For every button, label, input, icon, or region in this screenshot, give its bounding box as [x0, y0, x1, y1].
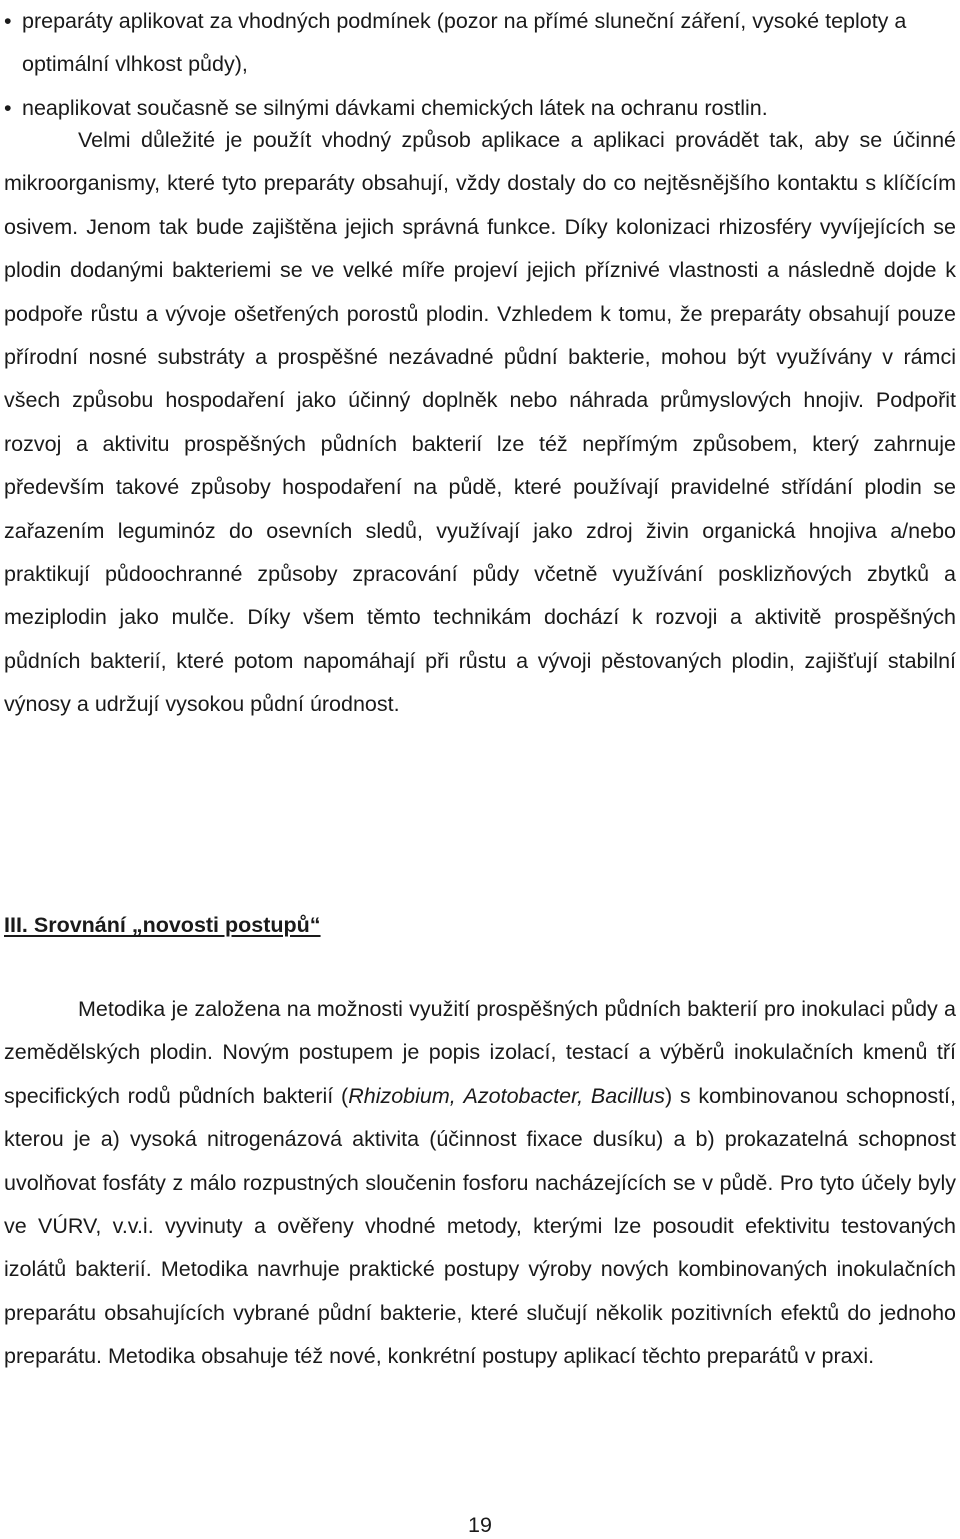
- body-paragraph: [4, 988, 956, 1379]
- genus-name: Rhizobium,: [348, 1083, 456, 1108]
- paragraph-text: Metodika je založena na možnosti využití prospěšných půdních bakterií pro inokulaci půdy a zemědělských plodin. Novým postupem je popis izolací, testací a výběrů inokulačních kmenů tří specifických rodů půdních bakterií (: [4, 997, 956, 1108]
- bullet-list: [4, 0, 956, 130]
- body-paragraph: Velmi důležité je použít vhodný způsob aplikace a aplikaci provádět tak, aby se účinné mikroorganismy, které tyto preparáty obsahují, vždy dostaly do co nejtěsnějšího kontaktu s klíčícím osivem. Jenom tak bude zajištěna jejich správná funkce. Díky kolonizaci rhizosféry vyvíjejících se plodin dodanými bakteriemi se ve velké míře projeví jejich příznivé vlastnosti a následně dojde k podpoře růstu a vývoje ošetřených porostů plodin. Vzhledem k tomu, že preparáty obsahují pouze přírodní nosné substráty a prospěšné nezávadné půdní bakterie, mohou být využívány v rámci všech způsobu hospodaření jako účinný doplněk nebo náhrada průmyslových hnojiv. Podpořit rozvoj a aktivitu prospěšných půdních bakterií lze též nepřímým způsobem, který zahrnuje především takové způsoby hospodaření na půdě, které používají pravidelné střídání plodin se zařazením leguminóz do osevních sledů, využívají jako zdroj živin organická hnojiva a/nebo praktikují půdoochranné způsoby zpracování půdy včetně využívání posklizňových zbytků a meziplodin jako mulče. Díky všem těmto technikám dochází k rozvoji a aktivitě prospěšných půdních bakterií, které potom napomáhají při růstu a vývoji pěstovaných plodin, zajišťují stabilní výnosy a udržují vysokou půdní úrodnost.: [4, 128, 956, 717]
- genus-name: Bacillus: [590, 1083, 665, 1108]
- page-number: 19: [468, 1513, 492, 1537]
- paragraph-text: [456, 1084, 464, 1108]
- paragraph-text: ) s kombinovanou schopností, kterou je a) vysoká nitrogenázová aktivita (účinnost fixace dusíku) a b) prokazatelná schopnost uvolňovat fosfáty z málo rozpustných sloučenin fosforu nacházejících se v půdě. Pro tyto účely byly ve VÚRV, v.v.i. vyvinuty a ověřeny vhodné metody, kterými lze posoudit efektivitu testovaných izolátů bakterií. Metodika navrhuje praktické postupy výroby nových kombinovaných inokulačních preparátu obsahujících vybrané půdní bakterie, které slučují několik pozitivních efektů do jednoho preparátu. Metodika obsahuje též nové, konkrétní postupy aplikací těchto preparátů v praxi.: [4, 1083, 956, 1369]
- section-heading: III. Srovnání „novosti postupů“: [4, 913, 321, 937]
- paragraph-text: [583, 1084, 591, 1108]
- bullet-item: • neaplikovat současně se silnými dávkami chemických látek na ochranu rostlin.: [4, 87, 956, 130]
- genus-name: Azotobacter,: [463, 1083, 584, 1108]
- bullet-item: • preparáty aplikovat za vhodných podmínek (pozor na přímé sluneční záření, vysoké teploty a optimální vlhkost půdy),: [4, 0, 956, 87]
